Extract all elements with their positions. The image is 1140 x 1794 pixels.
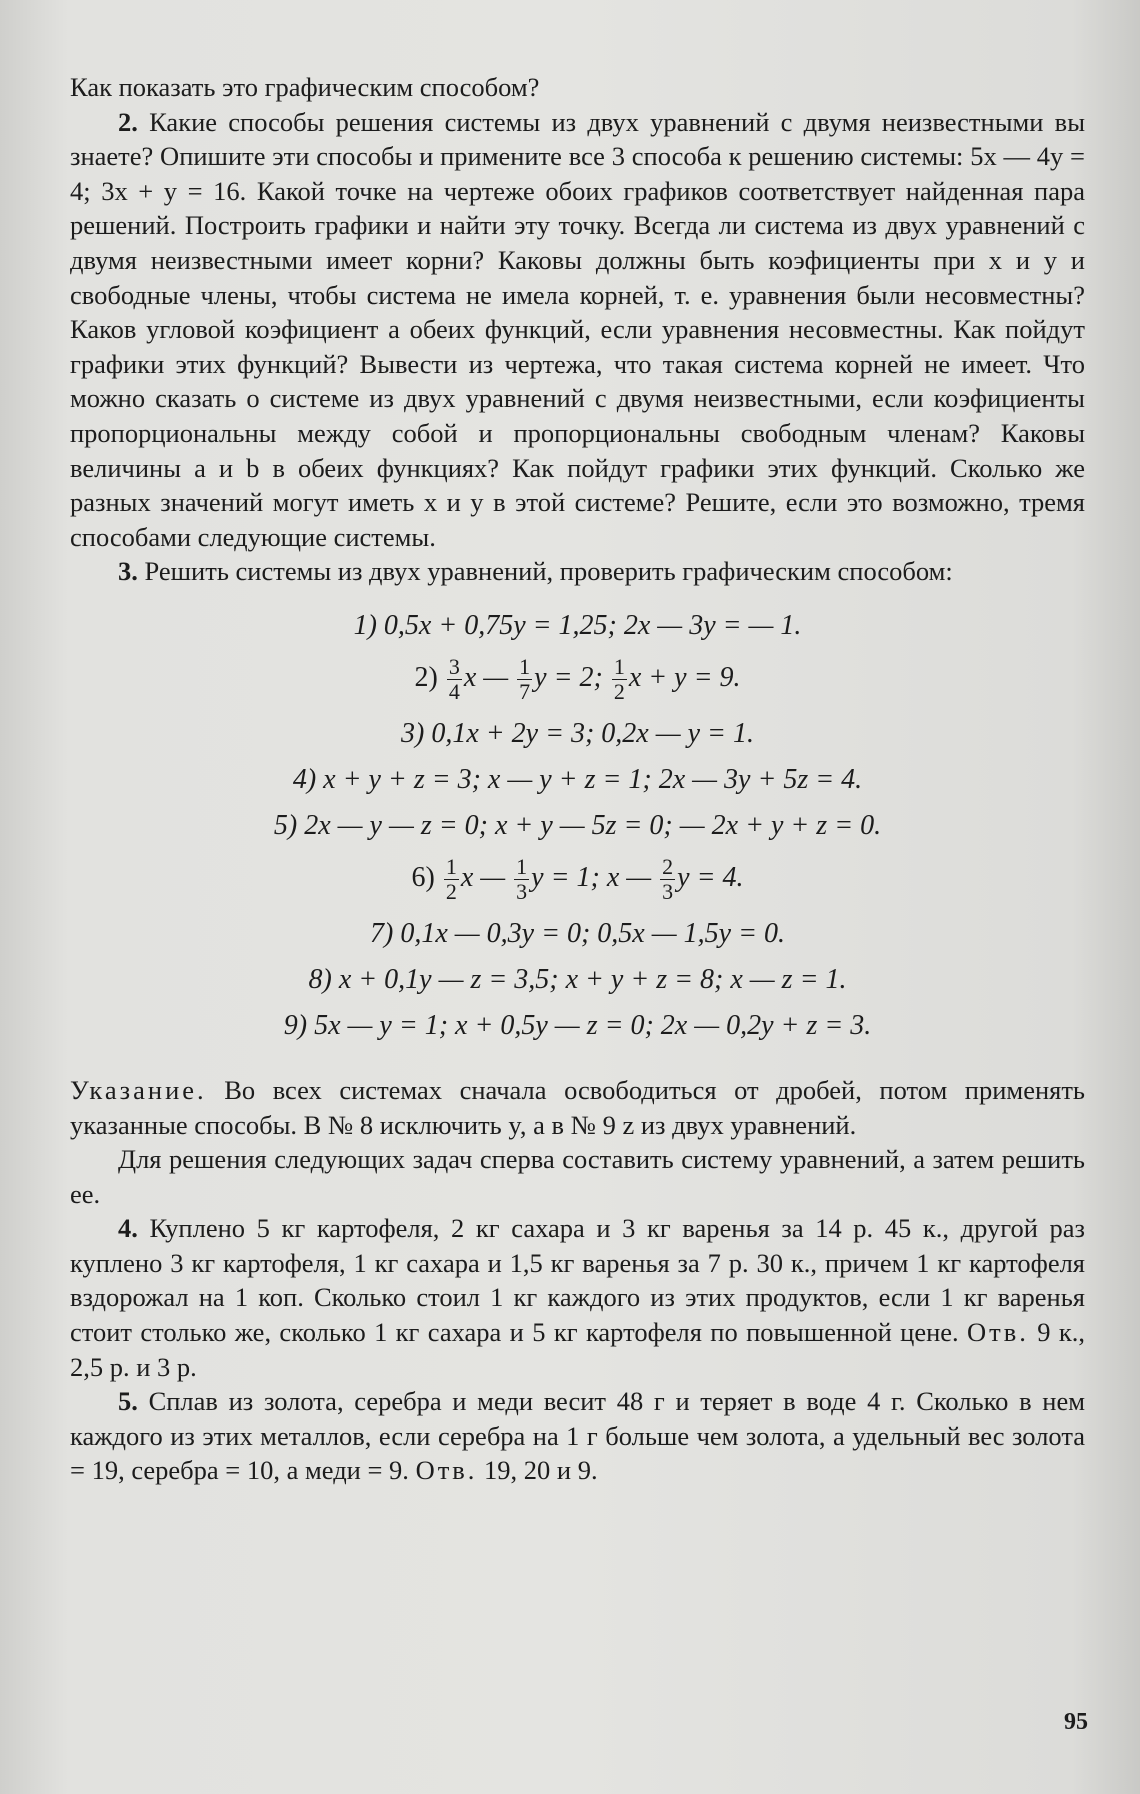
question-3: [70, 554, 1085, 589]
page-text: [70, 70, 1085, 1488]
fraction: $\frac{1}{7}$: [519, 653, 531, 704]
equation-9: 9) 5x — y = 1; x + 0,5y — z = 0; 2x — 0,2y + z = 3.: [283, 1009, 872, 1041]
equation-6-label: 6): [411, 861, 435, 893]
hint-text: Во всех системах сначала освободиться от дробей, потом применять указанные способы. В № 8 исключить y, а в № 9 z из двух уравнений.: [70, 1074, 1085, 1140]
question-4-answer: 9 к., 2,5 р. и 3 р.: [70, 1317, 1086, 1382]
question-4-number: 4.: [118, 1213, 138, 1244]
question-4: [70, 1211, 1085, 1384]
question-3-text: Решить системы из двух уравнений, проверить графическим способом:: [144, 556, 953, 587]
question-2: [70, 105, 1085, 555]
page-number: 95: [1064, 1709, 1088, 1735]
hint: [70, 1073, 1085, 1142]
question-5-text: Сплав из золота, серебра и меди весит 48 г и теряет в воде 4 г. Сколько в нем каждого из этих металлов, если серебра на 1 г больше чем золота, а удельный вес золота = 19, серебра = 10, а меди = 9.: [70, 1386, 1085, 1486]
fraction: $\frac{1}{2}$: [613, 653, 625, 704]
question-2-text: Какие способы решения системы из двух уравнений с двумя неизвестными вы знаете? Опишите эти способы и примените все 3 способа к решению системы: 5x — 4y = 4; 3x + y = 16. Какой точке на чертеже обоих графиков соответствует найденная пара решений. Построить графики и найти эту точку. Всегда ли система из двух уравнений с двумя неизвестными имеет корни? Каковы должны быть коэфициенты при x и y и свободные члены, чтобы система не имела корней, т. е. уравнения были несовместны? Каков угловой коэфициент a обеих функций, если уравнения несовместны. Как пойдут графики этих функций? Вывести из чертежа, что такая система корней не имеет. Что можно сказать о системе из двух уравнений с двумя неизвестными, если коэфициенты пропорциональны между собой и пропорциональны свободным членам? Каковы величины a и b в обеих функциях? Как пойдут графики этих функций. Сколько же разных значений могут иметь x и y в этой системе? Решите, если это возможно, тремя способами следующие системы.: [70, 106, 1085, 552]
question-5-answer-label: Отв.: [415, 1455, 478, 1486]
hint-label: Указание.: [70, 1074, 207, 1105]
equation-6-part: y = 4.: [677, 861, 744, 893]
question-2-number: 2.: [118, 106, 138, 137]
fraction: $\frac{1}{2}$: [445, 853, 457, 904]
equation-2-label: 2): [414, 661, 438, 693]
equation-4: 4) x + y + z = 3; x — y + z = 1; 2x — 3y + 5z = 4.: [292, 763, 863, 795]
fraction: $\frac{1}{3}$: [516, 853, 528, 904]
equation-2: [70, 649, 1085, 711]
question-5: [70, 1384, 1085, 1488]
question-3-number: 3.: [118, 556, 138, 587]
equation-6: [70, 849, 1085, 911]
fraction: $\frac{2}{3}$: [662, 853, 674, 904]
equation-6-part: y = 1; x —: [531, 861, 652, 893]
equation-7: 7) 0,1x — 0,3y = 0; 0,5x — 1,5y = 0.: [370, 917, 785, 949]
question-5-answer: 19, 20 и 9.: [484, 1455, 598, 1486]
equation-8: 8) x + 0,1y — z = 3,5; x + y + z = 8; x — z = 1.: [308, 963, 847, 995]
question-4-answer-label: Отв.: [967, 1317, 1029, 1348]
fraction: $\frac{3}{4}$: [448, 653, 460, 704]
intro-line: Как показать это графическим способом?: [70, 72, 540, 102]
equation-1: 1) 0,5x + 0,75y = 1,25; 2x — 3y = — 1.: [353, 609, 802, 641]
equation-3: 3) 0,1x + 2y = 3; 0,2x — y = 1.: [401, 717, 754, 749]
equation-list: [70, 603, 1085, 1049]
equation-2-part: x —: [463, 661, 509, 693]
question-4-text: Куплено 5 кг картофеля, 2 кг сахара и 3 кг варенья за 14 р. 45 к., другой раз куплено 3 кг картофеля, 1 кг сахара и 1,5 кг варенья за 7 р. 30 к., причем 1 кг картофеля вздорожал на 1 коп. Сколько стоил 1 кг каждого из этих продуктов, если 1 кг варенья стоит столько же, сколько 1 кг сахара и 5 кг картофеля по повышенной цене.: [70, 1213, 1085, 1348]
equation-2-part: x + y = 9.: [628, 661, 741, 693]
equation-5: 5) 2x — y — z = 0; x + y — 5z = 0; — 2x + y + z = 0.: [273, 809, 882, 841]
equation-2-part: y = 2;: [534, 661, 603, 693]
equation-6-part: x —: [460, 861, 506, 893]
question-5-number: 5.: [118, 1386, 138, 1417]
lead-paragraph: Для решения следующих задач сперва составить систему уравнений, а затем решить ее.: [70, 1144, 1085, 1209]
